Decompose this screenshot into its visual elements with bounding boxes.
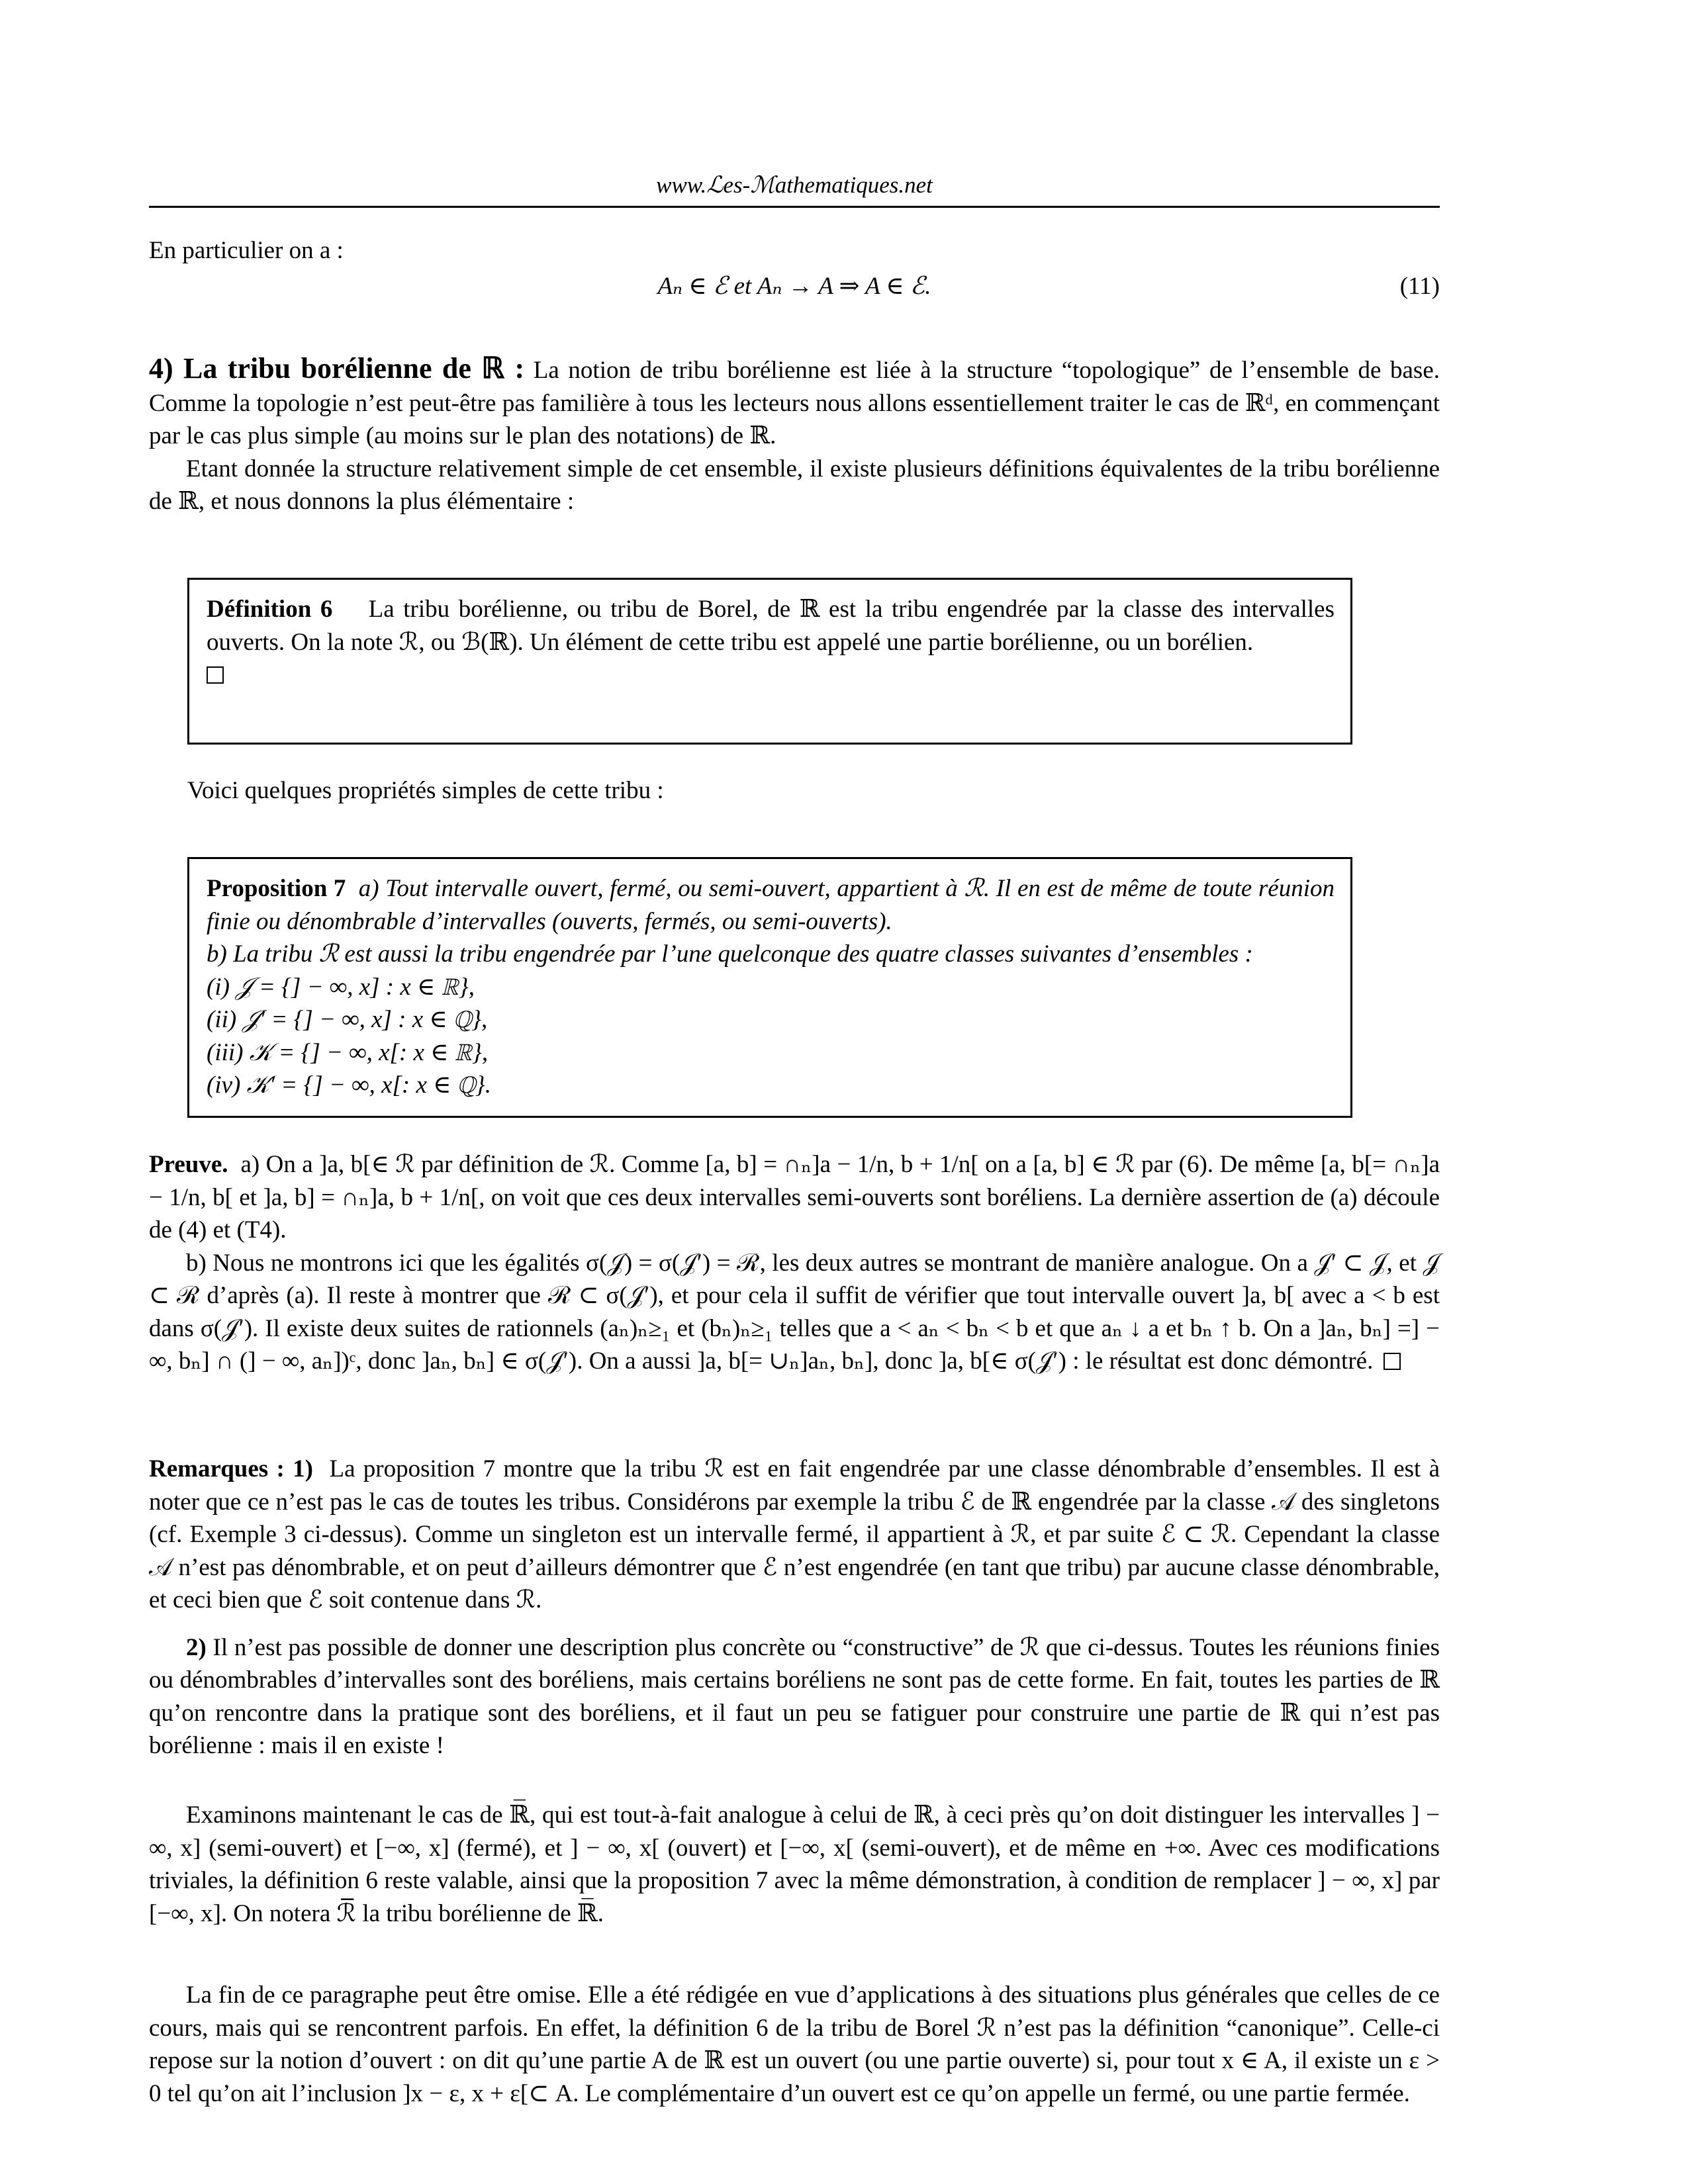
examinons-text: Examinons maintenant le cas de ℝ̅, qui est tout-à-fait analogue à celui de ℝ, à ceci près qu’on doit distinguer les intervalles ] − ∞, x] (semi-ouvert) et [−∞, x] (fermé), et ] − ∞, x[ (ouvert) et [−∞, x[ (semi-ouvert), et de même en +∞. Avec ces modifications triviales, la définition 6 reste valable, ainsi que la proposition 7 avec la même démonstration, à condition de remplacer ] − ∞, x] par [−∞, x]. On notera ℛ̅ la tribu borélienne de ℝ̅. [149,1801,1440,1927]
voici-line: Voici quelques propriétés simples de cette tribu : [187,777,664,804]
remarks [149,1453,1440,1762]
proposition-part-a: a) Tout intervalle ouvert, fermé, ou semi-ouvert, appartient à ℛ. Il en est de même de toute réunion finie ou dénombrable d’intervalles (ouverts, fermés, ou semi-ouverts). [207,875,1335,935]
proposition-item-i: (i) 𝒥 = {] − ∞, x] : x ∈ ℝ}, [207,973,475,1001]
proposition-label: Proposition 7 [207,875,346,902]
proof-part-b: b) Nous ne montrons ici que les égalités σ(𝒥) = σ(𝒥′) = ℛ, les deux autres se montrant de manière analogue. On a 𝒥′ ⊂ 𝒥, et 𝒥 ⊂ ℛ d’après (a). Il reste à montrer que ℛ ⊂ σ(𝒥′), et pour cela il suffit de vérifier que tout intervalle ouvert ]a, b[ avec a < b est dans σ(𝒥′). Il existe deux suites de rationnels (aₙ)ₙ≥₁ et (bₙ)ₙ≥₁ telles que a < aₙ < bₙ < b et que aₙ ↓ a et bₙ ↑ b. On a ]aₙ, bₙ] =] − ∞, bₙ] ∩ (] − ∞, aₙ])ᶜ, donc ]aₙ, bₙ] ∈ σ(𝒥′). On a aussi ]a, b[= ∪ₙ]aₙ, bₙ], donc ]a, b[∈ σ(𝒥′) : le résultat est donc démontré. [149,1249,1440,1375]
equation-number: (11) [1399,273,1440,300]
proof-part-a: a) On a ]a, b[∈ ℛ par définition de ℛ. Comme [a, b] = ∩ₙ]a − 1/n, b + 1/n[ on a [a, b] ∈ ℛ par (6). De même [a, b[= ∩ₙ]a − 1/n, b[ et ]a, b] = ∩ₙ]a, b + 1/n[, on voit que ces deux intervalles semi-ouverts sont boréliens. La dernière assertion de (a) découle de (4) et (T4). [149,1151,1440,1244]
equation-body: Aₙ ∈ ℰ et Aₙ → A ⇒ A ∈ ℰ. [657,273,931,300]
proposition-part-b: b) La tribu ℛ est aussi la tribu engendrée par l’une quelconque des quatre classes suivantes d’ensembles : [207,940,1253,968]
definition-box [187,578,1352,745]
end-of-definition-icon [207,666,224,684]
intro-line: En particulier on a : [149,237,344,264]
running-header[interactable]: www.ℒes-ℳathematiques.net [656,172,933,198]
remark-1: La proposition 7 montre que la tribu ℛ est en fait engendrée par une classe dénombrable d’ensembles. Il est à noter que ce n’est pas le cas de toutes les tribus. Considérons par exemple la tribu ℰ de ℝ engendrée par la classe 𝒜 des singletons (cf. Exemple 3 ci-dessus). Comme un singleton est un intervalle fermé, il appartient à ℛ, et par suite ℰ ⊂ ℛ. Cependant la classe 𝒜 n’est pas dénombrable, et on peut d’ailleurs démontrer que ℰ n’est engendrée (en tant que tribu) par aucune classe dénombrable, et ceci bien que ℰ soit contenue dans ℛ. [149,1455,1440,1614]
section-title: 4) La tribu borélienne de ℝ : [149,352,525,385]
proof [149,1148,1440,1378]
equation-11 [149,270,1440,303]
section-4 [149,352,1440,518]
final-paragraph [149,1979,1440,2110]
proposition-item-ii: (ii) 𝒥′ = {] − ∞, x] : x ∈ ℚ}, [207,1006,488,1033]
proposition-item-iv: (iv) 𝒦′ = {] − ∞, x[: x ∈ ℚ}. [207,1071,491,1099]
proposition-item-iii: (iii) 𝒦 = {] − ∞, x[: x ∈ ℝ}, [207,1038,489,1066]
remarks-label: Remarques : 1) [149,1455,313,1482]
proof-label: Preuve. [149,1151,228,1178]
lafin-text: La fin de ce paragraphe peut être omise. Elle a été rédigée en vue d’applications à des situations plus générales que celles de ce cours, mais qui se rencontrent parfois. En effet, la définition 6 de la tribu de Borel ℛ n’est pas la définition “canonique”. Celle-ci repose sur la notion d’ouvert : on dit qu’une partie A de ℝ est un ouvert (ou une partie ouverte) si, pour tout x ∈ A, il existe un ε > 0 tel qu’on ait l’inclusion ]x − ε, x + ε[⊂ A. Le complémentaire d’un ouvert est ce qu’on appelle un fermé, ou une partie fermée. [149,1981,1440,2107]
remark-2-label: 2) [186,1633,207,1661]
proposition-box [187,857,1352,1118]
extended-reals-paragraph [149,1799,1440,1930]
section-paragraph-2: Etant donnée la structure relativement simple de cet ensemble, il existe plusieurs définitions équivalentes de la tribu borélienne de ℝ, et nous donnons la plus élémentaire : [149,455,1440,515]
header-rule [149,206,1440,208]
definition-text: La tribu borélienne, ou tribu de Borel, de ℝ est la tribu engendrée par la classe des intervalles ouverts. On la note ℛ, ou ℬ(ℝ). Un élément de cette tribu est appelé une partie borélienne, ou un borélien. [207,596,1335,656]
intro-text [149,234,1440,267]
section-paragraph-1: La notion de tribu borélienne est liée à la structure “topologique” de l’ensemble de base. Comme la topologie n’est peut-être pas familière à tous les lecteurs nous allons essentiellement traiter le cas de ℝᵈ, en commençant par le cas plus simple (au moins sur le plan des notations) de ℝ. [149,357,1440,449]
definition-label: Définition 6 [207,596,333,623]
end-of-proof-icon [1383,1353,1401,1370]
remark-2: Il n’est pas possible de donner une description plus concrète ou “constructive” de ℛ que ci-dessus. Toutes les réunions finies ou dénombrables d’intervalles sont des boréliens, mais certains boréliens ne sont pas de cette forme. En fait, toutes les parties de ℝ qu’on rencontre dans la pratique sont des boréliens, et il faut un peu se fatiguer pour construire une partie de ℝ qui n’est pas borélienne : mais il en existe ! [149,1633,1440,1759]
